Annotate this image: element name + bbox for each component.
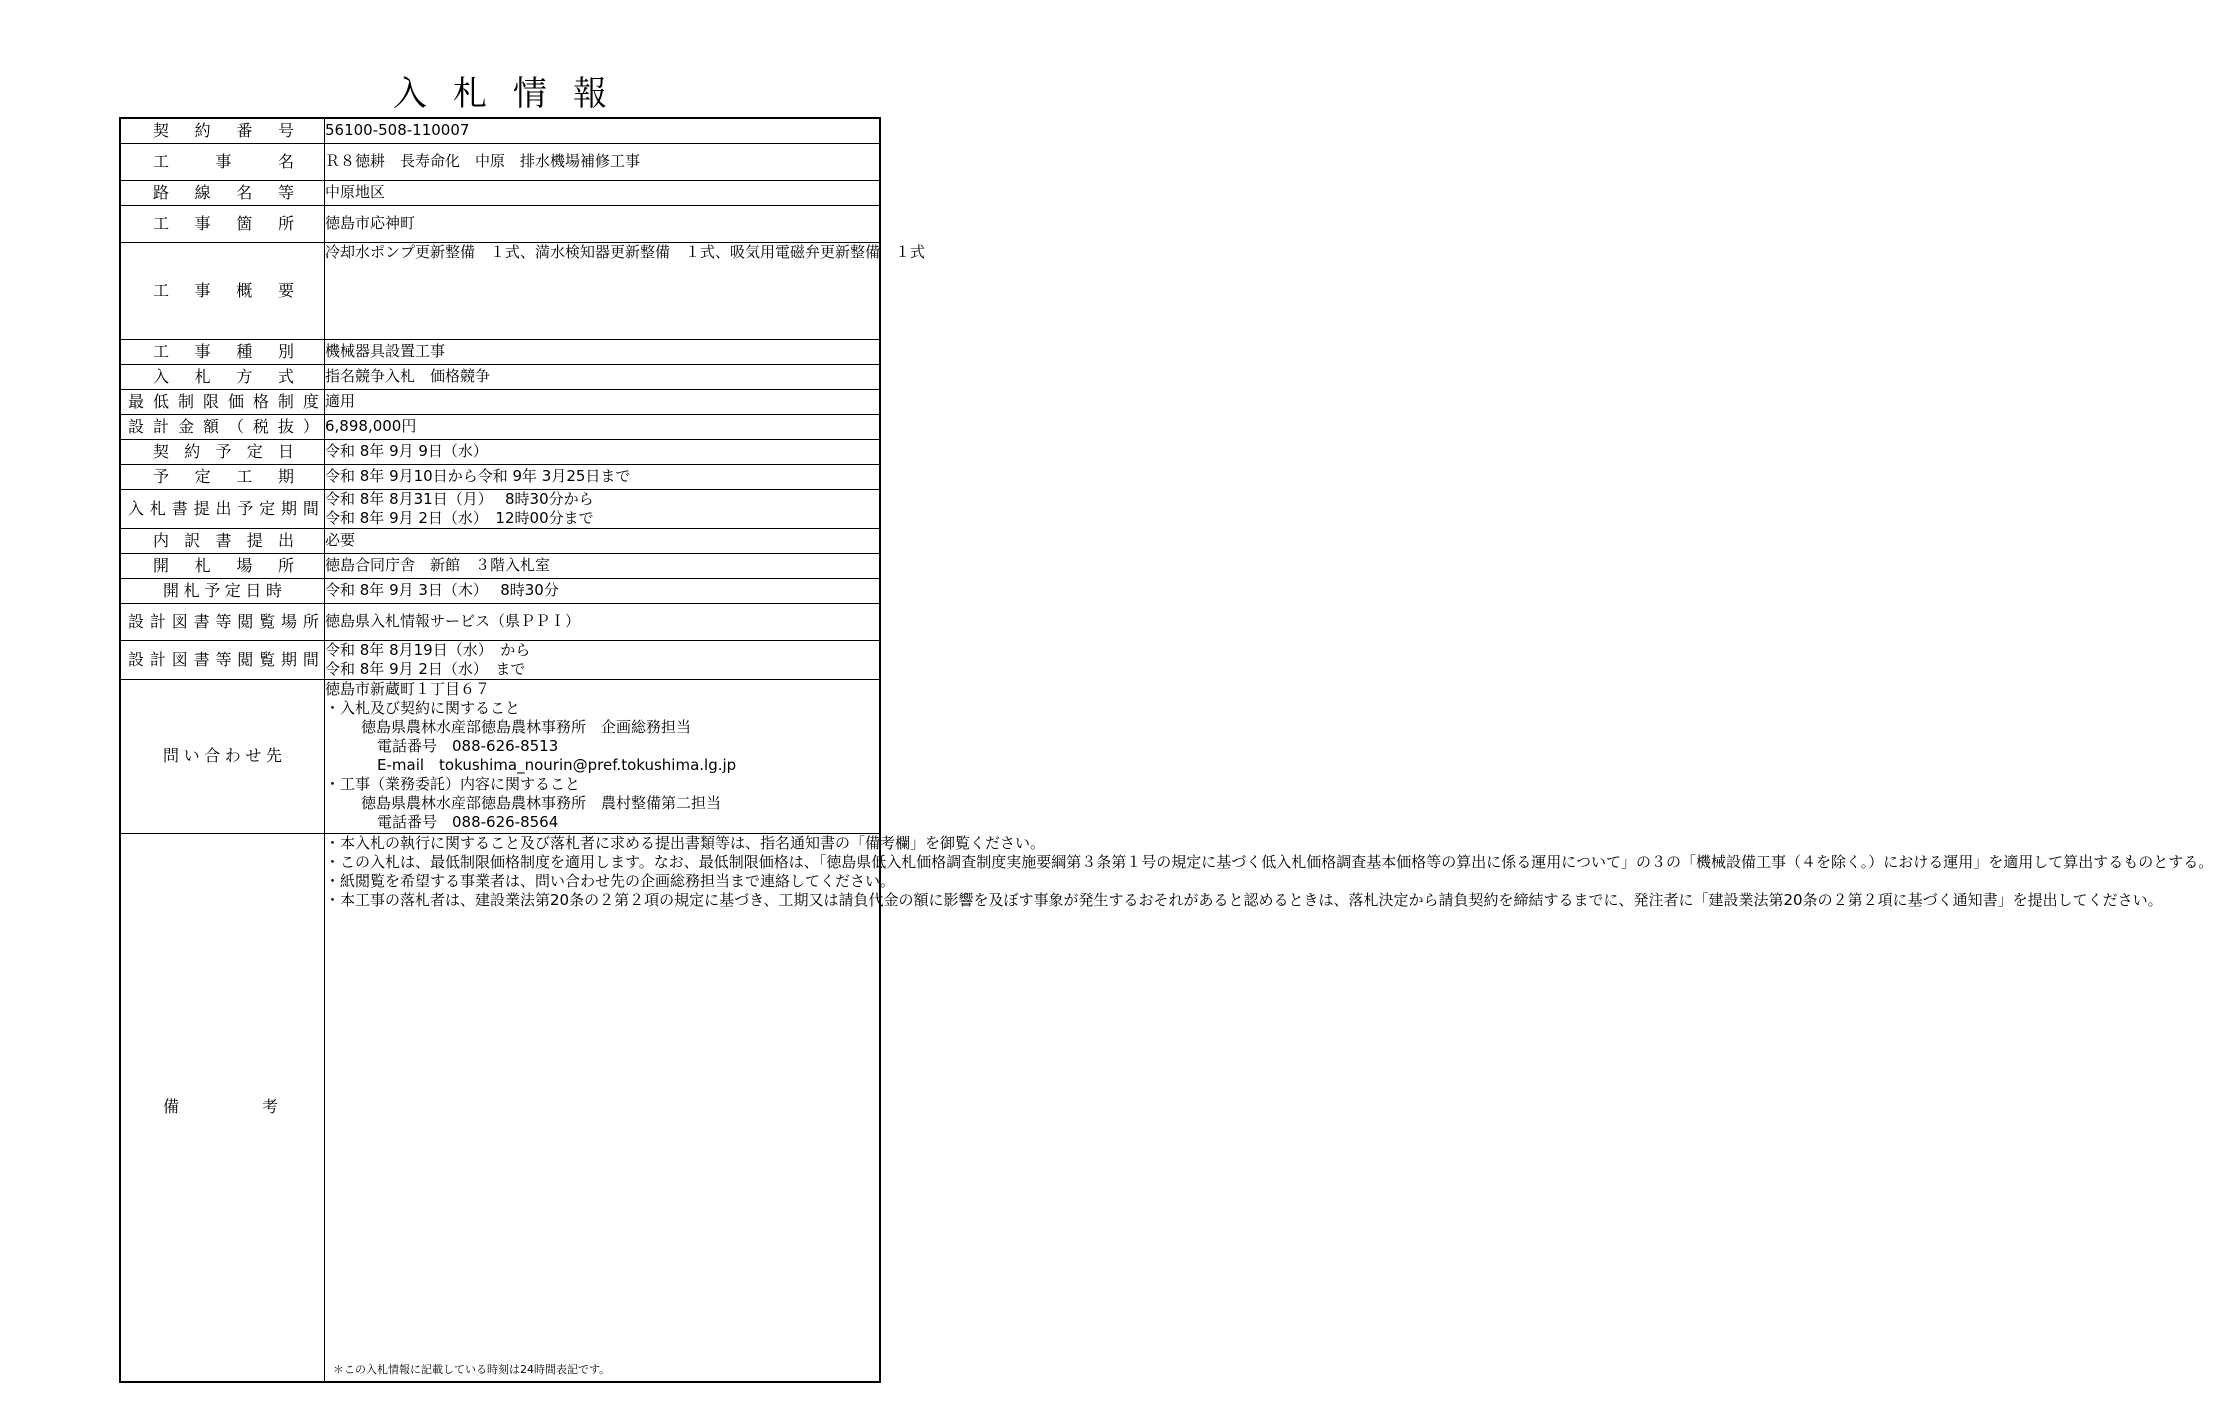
design-amount-value: 6,898,000円	[325, 414, 881, 439]
design-docs-viewing-period-value: 令和 8年 8月19日（水） から 令和 8年 9月 2日（水） まで	[325, 640, 881, 679]
bid-opening-datetime-value: 令和 8年 9月 3日（木） 8時30分	[325, 578, 881, 603]
table-row	[120, 679, 880, 833]
table-row	[120, 414, 880, 439]
bid-submission-period-label: 入 札 書 提 出 予 定 期 間	[120, 489, 325, 528]
table-row	[120, 489, 880, 528]
table-row	[120, 143, 880, 180]
contract-date-value: 令和 8年 9月 9日（水）	[325, 439, 881, 464]
construction-name-label: 工 事 名	[120, 143, 325, 180]
construction-location-value: 徳島市応神町	[325, 205, 881, 242]
design-docs-viewing-place-label: 設 計 図 書 等 閲 覧 場 所	[120, 603, 325, 640]
table-row	[120, 640, 880, 679]
table-row	[120, 205, 880, 242]
bid-opening-datetime-label: 開 札 予 定 日 時	[120, 578, 325, 603]
table-row	[120, 578, 880, 603]
table-row	[120, 364, 880, 389]
table-row	[120, 833, 880, 1382]
breakdown-submission-label: 内 訳 書 提 出	[120, 528, 325, 553]
table-row	[120, 242, 880, 339]
design-docs-viewing-period-label: 設 計 図 書 等 閲 覧 期 間	[120, 640, 325, 679]
remarks-paragraph: ・本工事の落札者は、建設業法第20条の２第２項の規定に基づき、工期又は請負代金の額に影響を及ぼす事象が発生するおそれがあると認めるときは、落札決定から請負契約を締結するまでに、発注者に「建設業法第20条の２第２項に基づく通知書」を提出してください。	[325, 890, 2163, 909]
inquiry-section2-office: 徳島県農林水産部徳島農林事務所 農村整備第二担当	[361, 793, 722, 812]
table-row	[120, 603, 880, 640]
remarks-value	[325, 833, 2213, 1382]
inquiry-value	[325, 679, 881, 833]
design-amount-label: 設 計 金 額 （ 税 抜 ）	[120, 414, 325, 439]
contract-date-label: 契 約 予 定 日	[120, 439, 325, 464]
inquiry-address: 徳島市新蔵町１丁目６７	[325, 679, 491, 698]
contract-number-label: 契 約 番 号	[120, 118, 325, 143]
bid-opening-place-value: 徳島合同庁舎 新館 ３階入札室	[325, 553, 881, 578]
table-row	[120, 553, 880, 578]
remarks-paragraph: ・この入札は、最低制限価格制度を適用します。なお、最低制限価格は、「徳島県低入札価格調査制度実施要綱第３条第１号の規定に基づく低入札価格調査基本価格等の算出に係る運用について」の３の「機械設備工事（４を除く。）における運用」を適用して算出するものとする。	[325, 852, 2213, 871]
table-row	[120, 439, 880, 464]
route-name-label: 路 線 名 等	[120, 180, 325, 205]
inquiry-section2-phone: 電話番号 088-626-8564	[377, 812, 559, 831]
table-row	[120, 528, 880, 553]
inquiry-section2-heading: ・工事（業務委託）内容に関すること	[325, 774, 581, 793]
inquiry-section1-heading: ・入札及び契約に関すること	[325, 698, 521, 717]
construction-type-value: 機械器具設置工事	[325, 339, 881, 364]
bid-opening-place-label: 開 札 場 所	[120, 553, 325, 578]
inquiry-section1-office: 徳島県農林水産部徳島農林事務所 企画総務担当	[361, 717, 692, 736]
inquiry-section1-email: E-mail tokushima_nourin@pref.tokushima.lg.jp	[377, 755, 737, 774]
construction-period-label: 予 定 工 期	[120, 464, 325, 489]
table-row	[120, 339, 880, 364]
breakdown-submission-value: 必要	[325, 528, 881, 553]
construction-name-value: Ｒ８徳耕 長寿命化 中原 排水機場補修工事	[325, 143, 881, 180]
table-row	[120, 389, 880, 414]
bidding-method-label: 入 札 方 式	[120, 364, 325, 389]
inquiry-label: 問 い 合 わ せ 先	[120, 679, 325, 833]
minimum-price-system-label: 最 低 制 限 価 格 制 度	[120, 389, 325, 414]
bid-submission-period-value: 令和 8年 8月31日（月） 8時30分から 令和 8年 9月 2日（水） 12時00分まで	[325, 489, 881, 528]
design-docs-viewing-place-value: 徳島県入札情報サービス（県ＰＰＩ）	[325, 603, 881, 640]
contract-number-value: 56100-508-110007	[325, 118, 881, 143]
construction-period-value: 令和 8年 9月10日から令和 9年 3月25日まで	[325, 464, 881, 489]
inquiry-section1-phone: 電話番号 088-626-8513	[377, 736, 559, 755]
remarks-label: 備 考	[120, 833, 325, 1382]
remarks-paragraph: ・紙閲覧を希望する事業者は、問い合わせ先の企画総務担当まで連絡してください。	[325, 871, 896, 890]
route-name-value: 中原地区	[325, 180, 881, 205]
bid-info-table	[119, 117, 2213, 1383]
construction-summary-label: 工 事 概 要	[120, 242, 325, 339]
table-row	[120, 180, 880, 205]
minimum-price-system-value: 適用	[325, 389, 881, 414]
construction-location-label: 工 事 箇 所	[120, 205, 325, 242]
construction-summary-value: 冷却水ポンプ更新整備 １式、満水検知器更新整備 １式、吸気用電磁弁更新整備 １式	[325, 242, 881, 339]
table-row	[120, 118, 880, 143]
table-row	[120, 464, 880, 489]
remarks-paragraph: ・本入札の執行に関すること及び落札者に求める提出書類等は、指名通知書の「備考欄」を御覧ください。	[325, 833, 1046, 852]
time-format-footnote: ＊この入札情報に記載している時刻は24時間表記です。	[333, 1363, 611, 1376]
bidding-method-value: 指名競争入札 価格競争	[325, 364, 881, 389]
document-title: 入札情報	[393, 74, 633, 114]
construction-type-label: 工 事 種 別	[120, 339, 325, 364]
